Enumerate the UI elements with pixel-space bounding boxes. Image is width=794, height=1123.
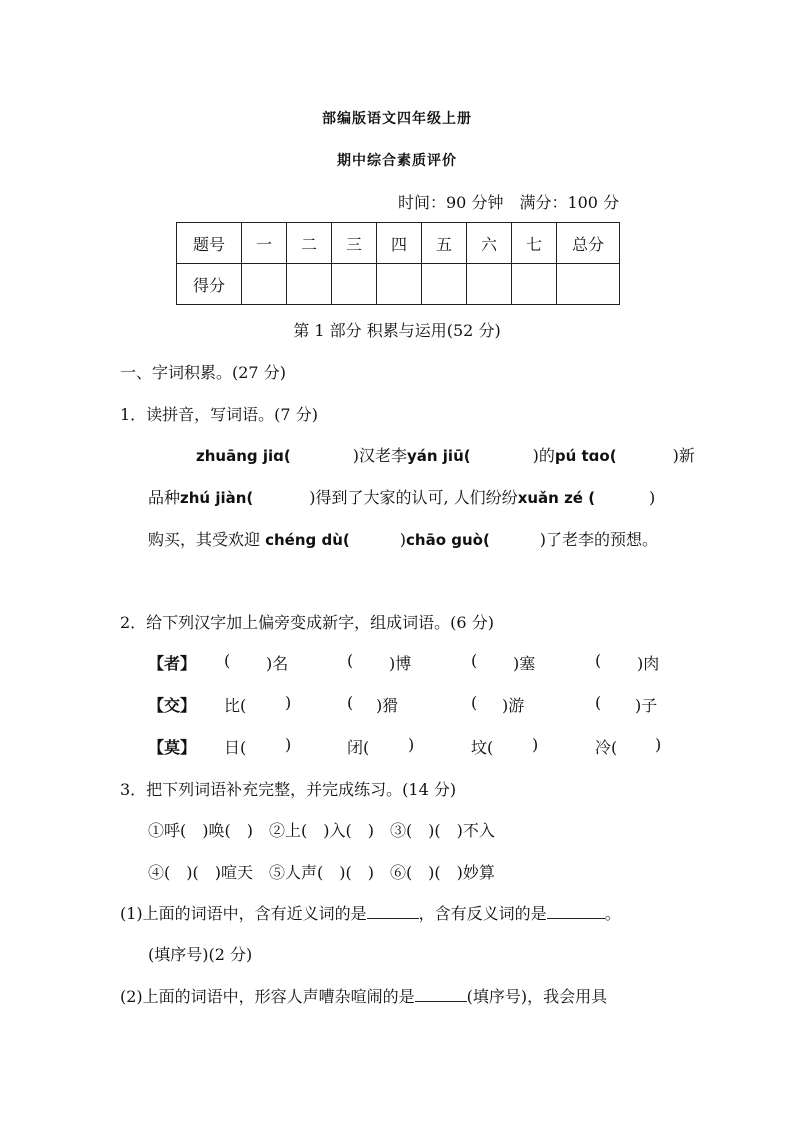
line-text: )得到了大家的认可, 人们纷纷 [309, 488, 518, 507]
answer-blank[interactable] [415, 987, 467, 1002]
fill-text: ( [471, 651, 478, 670]
line-text: 品种 [148, 488, 181, 507]
sub-question-text: (1)上面的词语中，含有近义词的是 [120, 904, 367, 923]
score-table [176, 222, 620, 305]
score-input-cell[interactable] [467, 264, 512, 305]
score-table-score-row [177, 264, 620, 305]
sub-question-text: (填序号)，我会用具 [466, 987, 608, 1006]
line-text: )的 [532, 446, 555, 465]
line-text: ) [399, 530, 406, 549]
pinyin-text: chāo guò( [406, 531, 490, 549]
time-info: 时间：90 分钟 满分：100 分 [398, 193, 620, 212]
score-cell: 五 [422, 223, 467, 264]
answer-blank[interactable] [547, 904, 605, 919]
pinyin-text: yán jiū( [406, 447, 471, 465]
answer-blank[interactable] [367, 904, 419, 919]
score-cell: 四 [377, 223, 422, 264]
fill-text: )游 [502, 696, 525, 715]
pinyin-text: pú tɑo( [554, 447, 617, 465]
score-cell: 题号 [177, 223, 242, 264]
score-input-cell[interactable] [377, 264, 422, 305]
score-input-cell[interactable] [557, 264, 620, 305]
question-1-line-1 [196, 443, 695, 466]
fill-text: ) [655, 735, 662, 754]
line-text: )了老李的预想。 [539, 530, 659, 549]
document-subtitle: 期中综合素质评价 [337, 153, 457, 169]
fill-text: ( [471, 693, 478, 712]
fill-text: )猾 [376, 696, 399, 715]
sub-question-1 [120, 901, 621, 924]
score-input-cell[interactable] [422, 264, 467, 305]
pinyin-text: zhú jiàn( [180, 489, 254, 507]
question-1-line-2 [148, 485, 655, 508]
fill-text: ( [595, 651, 602, 670]
document-title: 部编版语文四年级上册 [322, 111, 472, 127]
score-cell: 七 [512, 223, 557, 264]
fill-text: 坟( [471, 738, 494, 757]
sub-question-1-note: (填序号)(2 分) [148, 945, 253, 964]
score-input-cell[interactable] [287, 264, 332, 305]
question-2-title: 2．给下列汉字加上偏旁变成新字，组成词语。(6 分) [120, 613, 494, 632]
radical-label: 【者】 [148, 654, 197, 673]
fill-text: ) [285, 693, 292, 712]
fill-text: ( [347, 693, 354, 712]
fill-text: )博 [389, 654, 412, 673]
fill-text: ( [347, 651, 354, 670]
sub-question-2 [120, 984, 607, 1007]
fill-text: ( [595, 693, 602, 712]
sub-question-text: (2)上面的词语中，形容人声嘈杂喧闹的是 [120, 987, 415, 1006]
line-text: 购买，其受欢迎 [148, 530, 266, 549]
fill-text: 冷( [595, 738, 618, 757]
sub-question-text: ，含有反义词的是 [418, 904, 547, 923]
question-1-title: 1．读拼音，写词语。(7 分) [120, 405, 318, 424]
score-input-cell[interactable] [332, 264, 377, 305]
fill-text: )名 [266, 654, 289, 673]
fill-text: 闭( [347, 738, 370, 757]
radical-label: 【莫】 [148, 738, 197, 757]
score-cell: 一 [242, 223, 287, 264]
score-table-header-row [177, 223, 620, 264]
pinyin-text: zhuāng jiɑ( [196, 447, 291, 465]
idiom-line-1: ①呼( )唤( ) ②上( )入( ) ③( )( )不入 [148, 821, 495, 840]
question-3-title: 3．把下列词语补充完整，并完成练习。(14 分) [120, 780, 457, 799]
part-heading: 一、字词积累。(27 分) [120, 363, 286, 382]
score-cell: 二 [287, 223, 332, 264]
fill-text: ) [532, 735, 539, 754]
fill-text: ) [285, 735, 292, 754]
fill-text: )子 [635, 696, 658, 715]
fill-text: )塞 [513, 654, 536, 673]
pinyin-text: xuǎn zé ( [517, 489, 596, 507]
sub-question-text: 。 [604, 904, 621, 923]
section-title: 第 1 部分 积累与运用(52 分) [293, 321, 501, 340]
line-text: ) [649, 488, 656, 507]
fill-text: )肉 [637, 654, 660, 673]
line-text: )新 [672, 446, 695, 465]
score-input-cell[interactable] [512, 264, 557, 305]
pinyin-text: chéng dù( [265, 531, 350, 549]
score-cell: 六 [467, 223, 512, 264]
fill-text: ( [224, 651, 231, 670]
radical-label: 【交】 [148, 696, 197, 715]
line-text: )汉老李 [352, 446, 407, 465]
score-row-label: 得分 [177, 264, 242, 305]
idiom-line-2: ④( )( )喧天 ⑤人声( )( ) ⑥( )( )妙算 [148, 863, 495, 882]
fill-text: 日( [224, 738, 247, 757]
score-input-cell[interactable] [242, 264, 287, 305]
question-1-line-3 [148, 527, 658, 550]
fill-text: 比( [224, 696, 247, 715]
score-cell: 三 [332, 223, 377, 264]
fill-text: ) [408, 735, 415, 754]
score-cell: 总分 [557, 223, 620, 264]
